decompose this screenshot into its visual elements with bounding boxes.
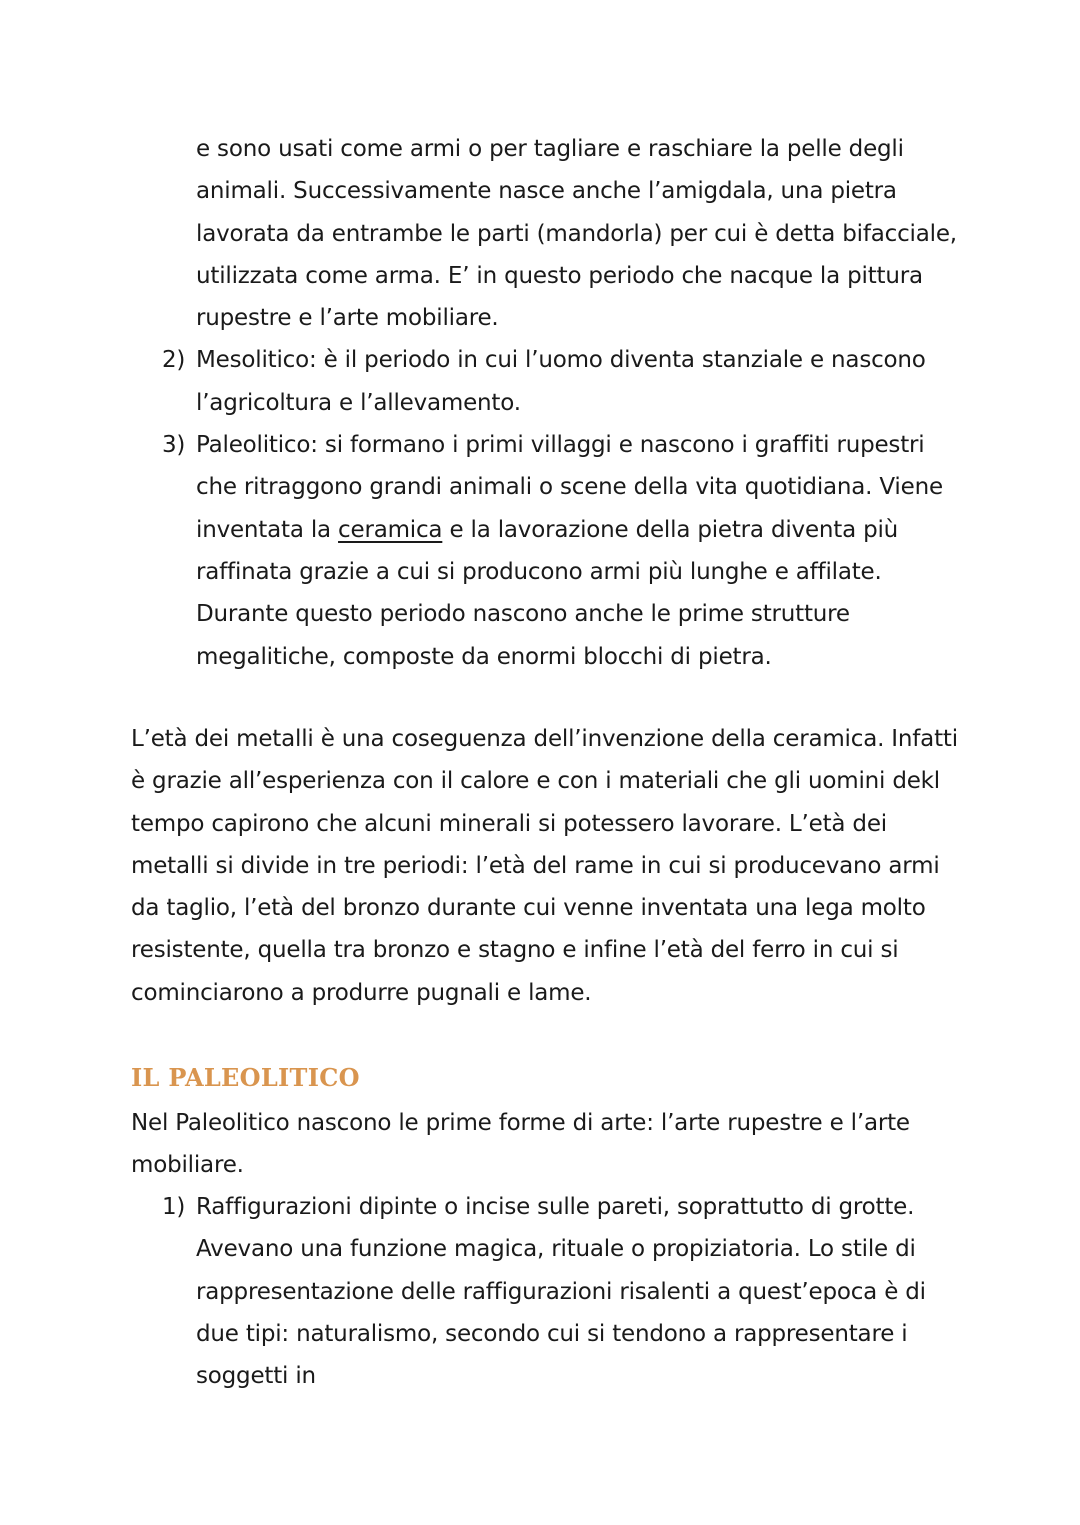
paleolitico-list-item-1-text: Raffigurazioni dipinte o incise sulle pareti, soprattutto di grotte. Avevano una funzione magica, rituale o propiziatoria. Lo stile di rappresentazione delle raffigurazioni risalenti a quest’epoca è di due tipi: naturalismo, secondo cui si tendono a rappresentare i soggetti in <box>196 1194 926 1390</box>
paleolitico-intro-paragraph: Nel Paleolitico nascono le prime forme di arte: l’arte rupestre e l’arte mobiliare. <box>131 1110 910 1179</box>
list-item-3 <box>0 424 1080 678</box>
metals-paragraph: L’età dei metalli è una coseguenza dell’invenzione della ceramica. Infatti è grazie all’esperienza con il calore e con i materiali che gli uomini dekl tempo capirono che alcuni minerali si potessero lavorare. L’età dei metalli si divide in tre periodi: l’età del rame in cui si producevano armi da taglio, l’età del bronzo durante cui venne inventata una lega molto resistente, quella tra bronzo e stagno e infine l’età del ferro in cui si cominciarono a produrre pugnali e lame. <box>131 726 958 1006</box>
paleolitico-list-item-1-number: 1) <box>162 1194 186 1220</box>
list-item-3-text-before: Paleolitico: si formano i primi villaggi e nascono i graffiti rupestri che ritraggono grandi animali o scene della vita quotidiana. Viene inventata la <box>196 432 943 543</box>
paleolitico-list-item-1 <box>0 1186 1080 1397</box>
section-heading-paleolitico: IL PALEOLITICO <box>131 1063 360 1092</box>
list-item-2 <box>0 339 1080 424</box>
top-ordered-list <box>0 128 1080 678</box>
list-item-1-continuation <box>0 128 1080 339</box>
paleolitico-ordered-list <box>0 1186 1080 1397</box>
list-item-3-text-after: e la lavorazione della pietra diventa più raffinata grazie a cui si producono armi più lunghe e affilate. Durante questo periodo nascono anche le prime strutture megalitiche, composte da enormi blocchi di pietra. <box>196 516 899 670</box>
ceramica-underlined-term: ceramica <box>338 516 443 543</box>
list-item-2-text: Mesolitico: è il periodo in cui l’uomo diventa stanziale e nascono l’agricoltura e l’allevamento. <box>196 347 926 416</box>
list-item-2-number: 2) <box>162 347 186 374</box>
list-item-1-text: e sono usati come armi o per tagliare e raschiare la pelle degli animali. Successivamente nasce anche l’amigdala, una pietra lavorata da entrambe le parti (mandorla) per cui è detta bifacciale, utilizzata come arma. E’ in questo periodo che nacque la pittura rupestre e l’arte mobiliare. <box>196 136 957 332</box>
list-item-3-number: 3) <box>162 432 186 459</box>
